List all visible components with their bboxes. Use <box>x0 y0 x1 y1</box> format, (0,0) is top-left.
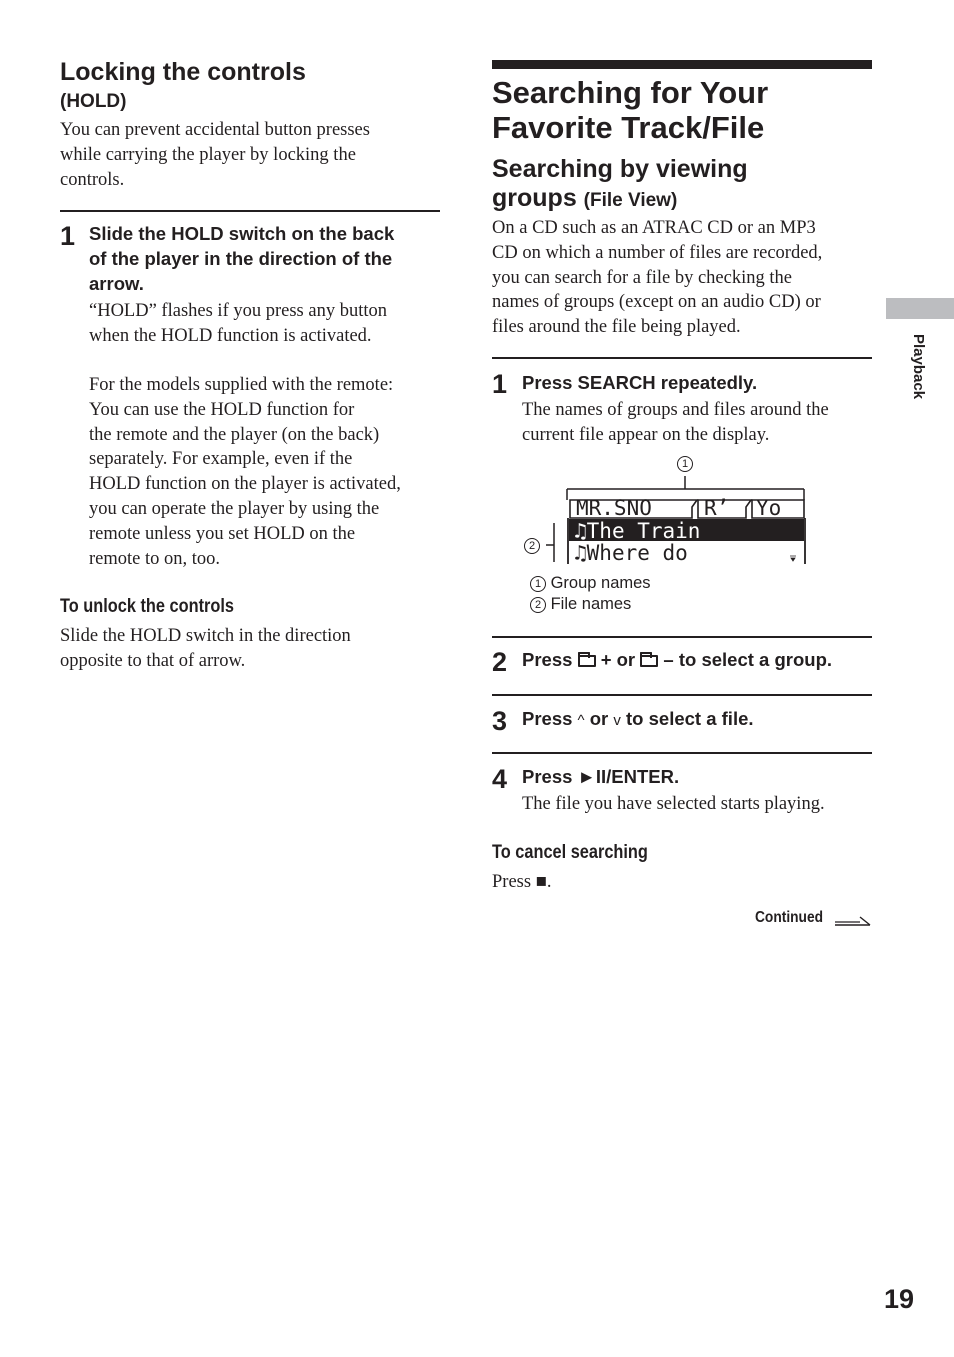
stop-icon: ■ <box>535 872 547 892</box>
file-row: ♫Where do <box>574 541 688 565</box>
section-top-bar <box>492 60 872 69</box>
section-title-hold: (HOLD) <box>60 91 127 112</box>
legend-text: File names <box>550 595 632 613</box>
search-subtitle: Searching by viewing groups (File View) <box>492 155 748 212</box>
unlock-heading: To unlock the controls <box>60 596 235 617</box>
display-legend <box>530 574 651 616</box>
step-title: Press + or – to select a group. <box>522 649 833 670</box>
divider <box>60 210 440 212</box>
step-number: 2 <box>492 647 508 677</box>
continued-label: Continued <box>755 909 824 926</box>
divider <box>492 752 872 754</box>
step-title: Press ►II/ENTER. <box>522 766 680 787</box>
side-tab-label: Playback <box>910 334 927 400</box>
cancel-body: Press ■. <box>492 872 552 892</box>
step-number: 1 <box>60 221 76 251</box>
unlock-body: Slide the HOLD switch in the direction opposite to that of arrow. <box>60 626 351 671</box>
legend-text: Group names <box>550 574 651 592</box>
folder-icon <box>578 655 596 667</box>
display-illustration <box>520 452 820 577</box>
step-number: 1 <box>492 369 508 399</box>
legend-number: 1 <box>530 576 546 592</box>
locking-intro: You can prevent accidental button presses while carrying the player by locking the controls. <box>60 120 370 190</box>
step-body: The names of groups and files around the current file appear on the display. <box>522 400 829 445</box>
legend-number: 2 <box>530 597 546 613</box>
up-arrow-icon: ^ <box>577 712 585 729</box>
file-view-label: (File View) <box>583 190 678 211</box>
divider <box>492 357 872 359</box>
continued-arrow-icon <box>834 914 872 928</box>
group-name-2: R’ <box>704 496 730 520</box>
music-note-icon: ♫ <box>574 519 587 543</box>
callout-2: 2 <box>524 538 540 554</box>
hold-flash-note: “HOLD” flashes if you press any button when the HOLD function is activated. <box>89 301 387 346</box>
divider <box>492 694 872 696</box>
search-intro: On a CD such as an ATRAC CD or an MP3 CD on which a number of files are recorded, you can search for a file by checking the names of groups (except on an audio CD) or files around the file being played. <box>492 218 823 338</box>
step-number: 4 <box>492 764 508 794</box>
section-title-locking: Locking the controls <box>60 58 306 86</box>
step-title: Press ^ or v to select a file. <box>522 708 754 729</box>
folder-icon <box>640 655 658 667</box>
group-name-1: MR.SNO <box>576 496 652 520</box>
remote-hold-note: For the models supplied with the remote: You can use the HOLD function for the remote and the player (on the back) separately. For example, even if the HOLD function on the player is activated, you can operate the player by using the remote unless you set HOLD on the remote to on, too. <box>89 375 401 569</box>
group-name-3: Yo <box>756 496 782 520</box>
callout-1: 1 <box>677 456 693 472</box>
page-number: 19 <box>884 1284 915 1314</box>
music-note-icon: ♫ <box>574 541 587 565</box>
file-row-selected: ♫The Train <box>574 519 701 543</box>
step-number: 3 <box>492 706 508 736</box>
cancel-heading: To cancel searching <box>492 842 648 863</box>
play-pause-enter-label: ►II/ENTER. <box>577 766 680 787</box>
side-tab-bar <box>886 298 954 319</box>
step-title: Slide the HOLD switch on the back of the player in the direction of the arrow. <box>89 223 395 294</box>
divider <box>492 636 872 638</box>
search-section-title: Searching for Your Favorite Track/File <box>492 75 769 145</box>
down-arrow-icon: v <box>613 712 621 729</box>
step-body: The file you have selected starts playing. <box>522 794 825 814</box>
step-title: Press SEARCH repeatedly. <box>522 372 758 393</box>
